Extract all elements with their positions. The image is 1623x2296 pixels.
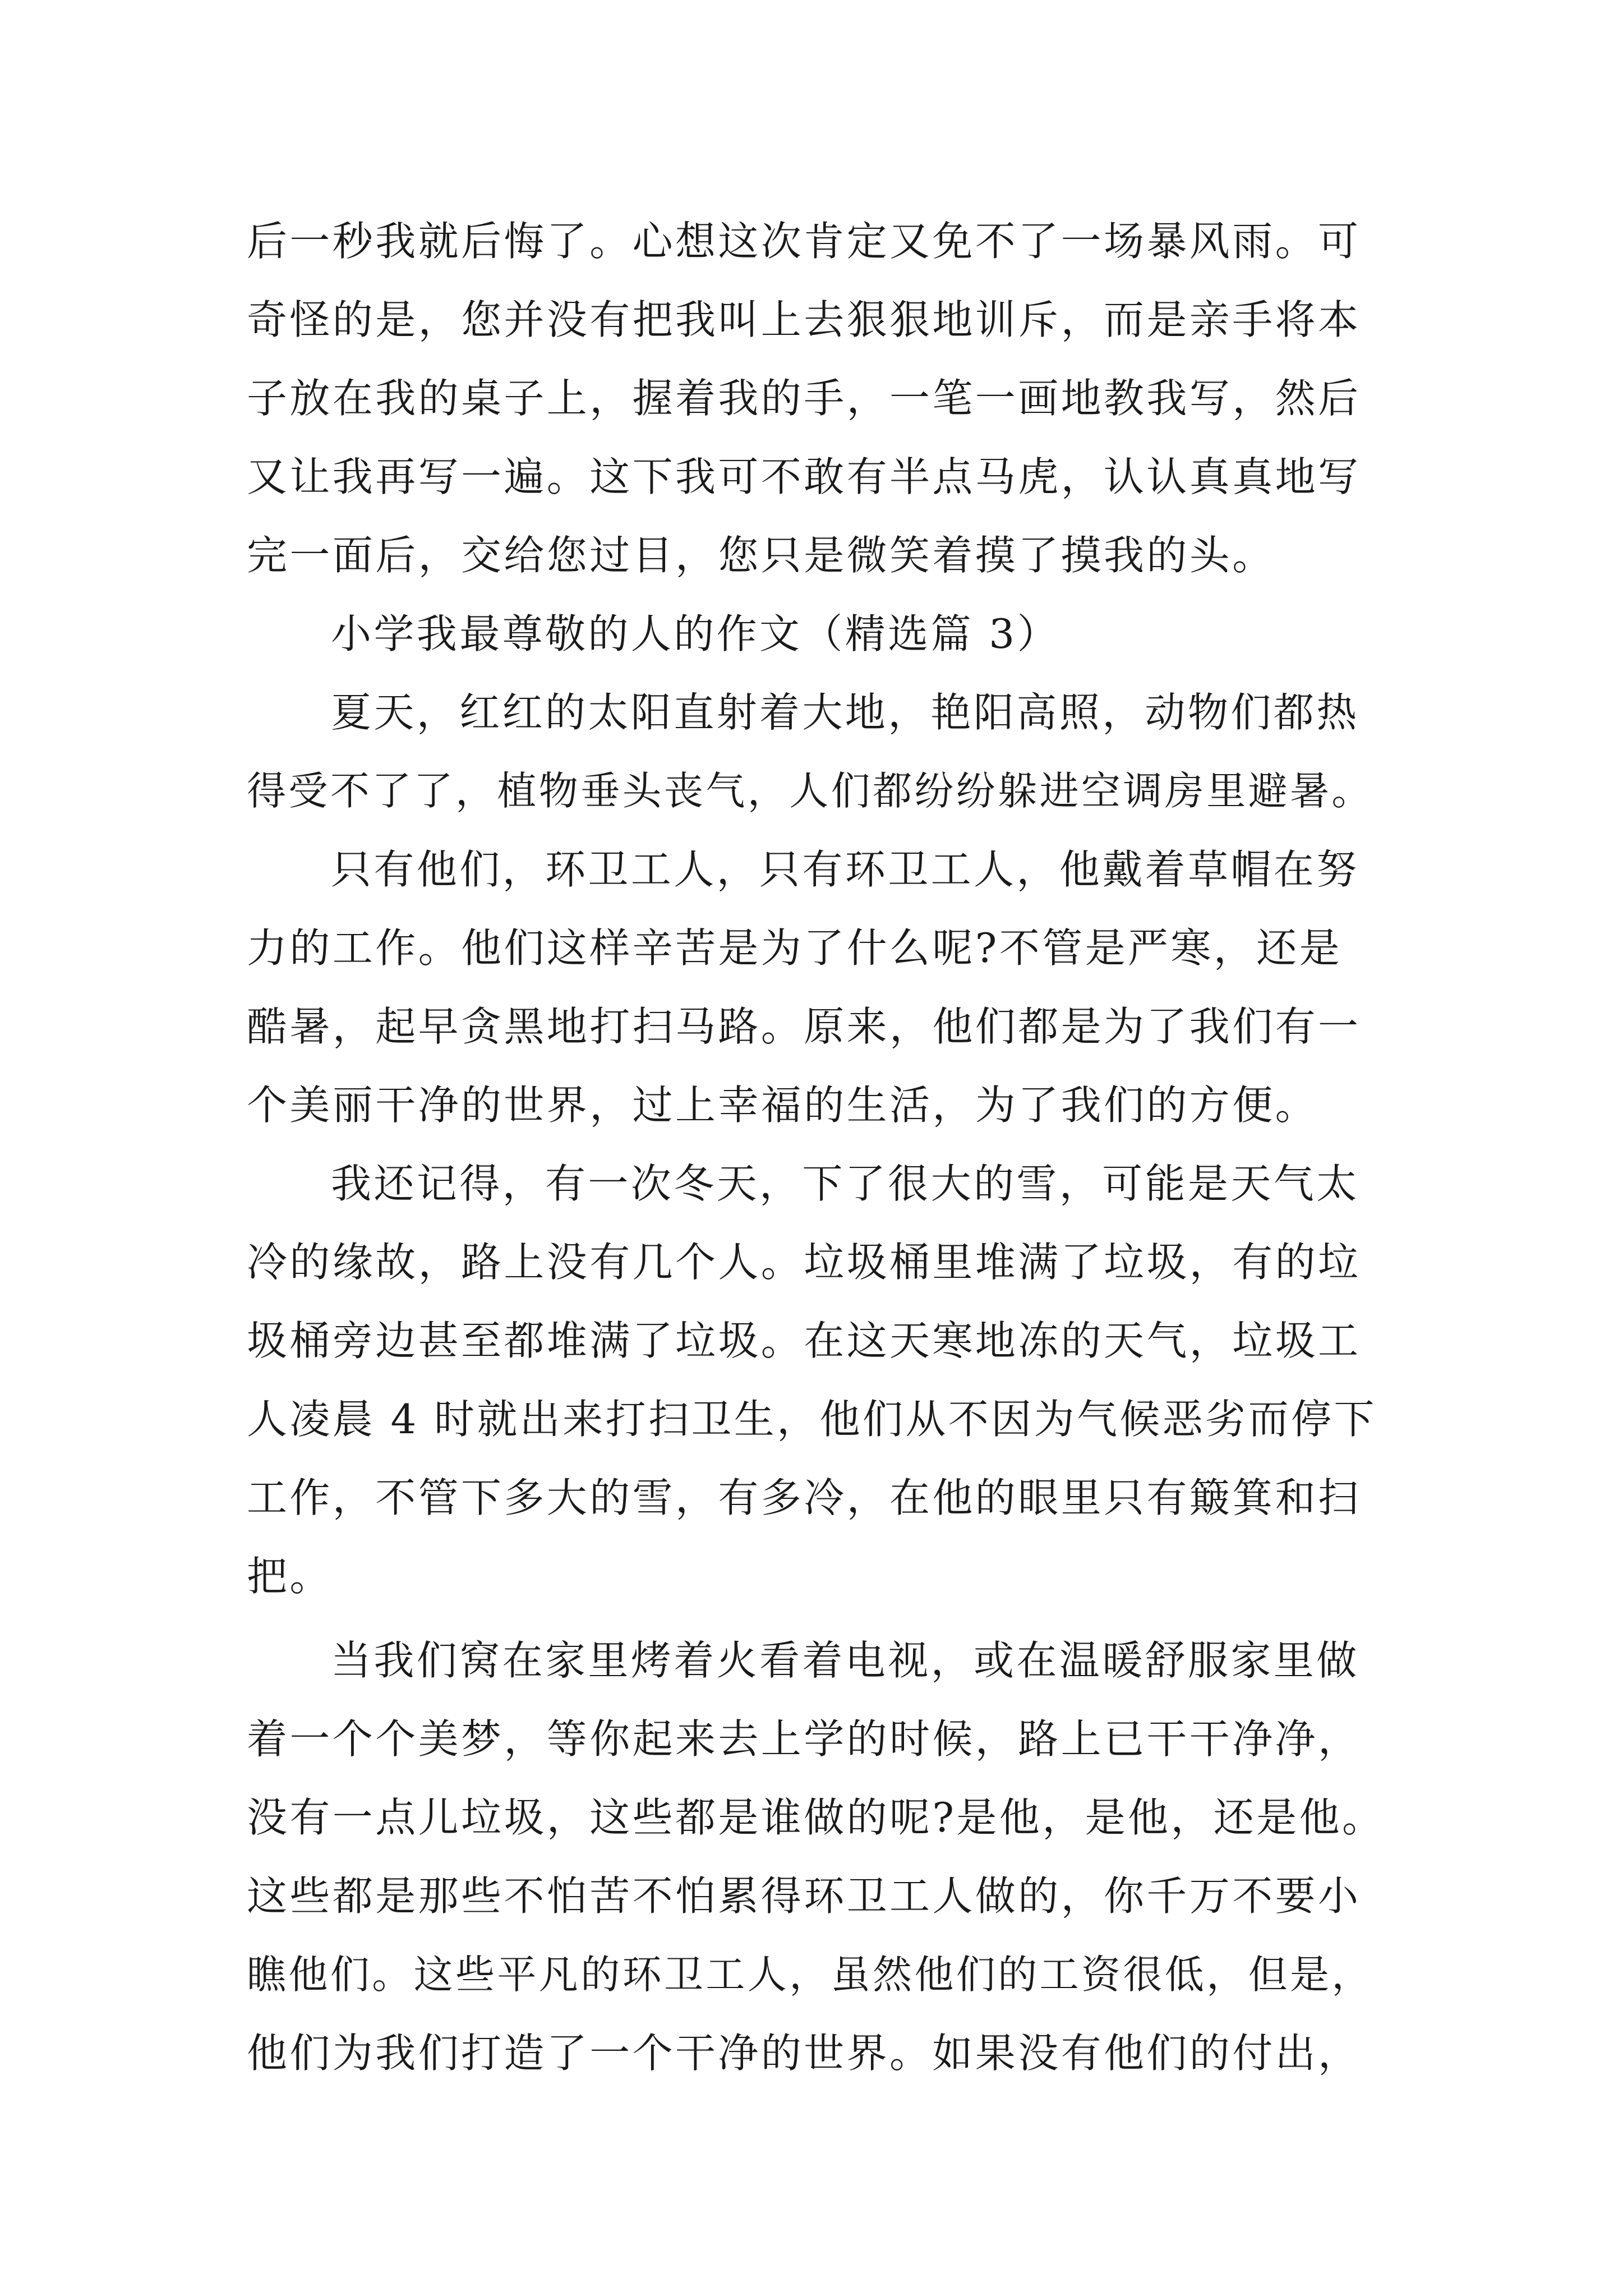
text-line: 酷暑，起早贪黑地打扫马路。原来，他们都是为了我们有一 [247, 1003, 1361, 1050]
text-line: 他们为我们打造了一个干净的世界。如果没有他们的付出， [247, 2030, 1361, 2077]
text-line: 瞧他们。这些平凡的环卫工人，虽然他们的工资很低，但是， [247, 1952, 1373, 1998]
text-line: 这些都是那些不怕苦不怕累得环卫工人做的，你千万不要小 [247, 1872, 1361, 1920]
text-line: 冷的缘故，路上没有几个人。垃圾桶里堆满了垃圾，有的垃 [247, 1239, 1361, 1286]
text-line: 又让我再写一遍。这下我可不敢有半点马虎，认认真真地写 [247, 453, 1361, 500]
text-line: 把。 [247, 1553, 333, 1600]
text-line: 我还记得，有一次冬天，下了很大的雪，可能是天气太 [331, 1160, 1359, 1207]
text-line: 得受不了了，植物垂头丧气，人们都纷纷躲进空调房里避暑。 [247, 768, 1373, 814]
text-line: 圾桶旁边甚至都堆满了垃圾。在这天寒地冻的天气，垃圾工 [247, 1317, 1361, 1364]
text-line: 子放在我的桌子上，握着我的手，一笔一画地教我写，然后 [247, 375, 1361, 422]
section-heading: 小学我最尊敬的人的作文（精选篇 3） [331, 610, 1060, 657]
text-line: 后一秒我就后悔了。心想这次肯定又免不了一场暴风雨。可 [247, 218, 1361, 265]
text-line: 完一面后，交给您过目，您只是微笑着摸了摸我的头。 [247, 532, 1275, 579]
text-line: 夏天，红红的太阳直射着大地，艳阳高照，动物们都热 [331, 689, 1359, 736]
text-line: 工作，不管下多大的雪，有多冷，在他的眼里只有簸箕和扫 [247, 1474, 1361, 1521]
text-line: 力的工作。他们这样辛苦是为了什么呢?不管是严寒，还是 [247, 924, 1343, 972]
text-line: 没有一点儿垃圾，这些都是谁做的呢?是他，是他，还是他。 [247, 1794, 1385, 1841]
text-line: 着一个个美梦，等你起来去上学的时候，路上已干干净净， [247, 1715, 1361, 1763]
text-line: 当我们窝在家里烤着火看着电视，或在温暖舒服家里做 [331, 1637, 1359, 1684]
text-line: 奇怪的是，您并没有把我叫上去狠狠地训斥，而是亲手将本 [247, 296, 1361, 343]
text-line: 人凌晨 4 时就出来打扫卫生，他们从不因为气候恶劣而停下 [247, 1396, 1377, 1443]
text-line: 个美丽干净的世界，过上幸福的生活，为了我们的方便。 [247, 1082, 1318, 1129]
text-line: 只有他们，环卫工人，只有环卫工人，他戴着草帽在努 [331, 846, 1359, 893]
